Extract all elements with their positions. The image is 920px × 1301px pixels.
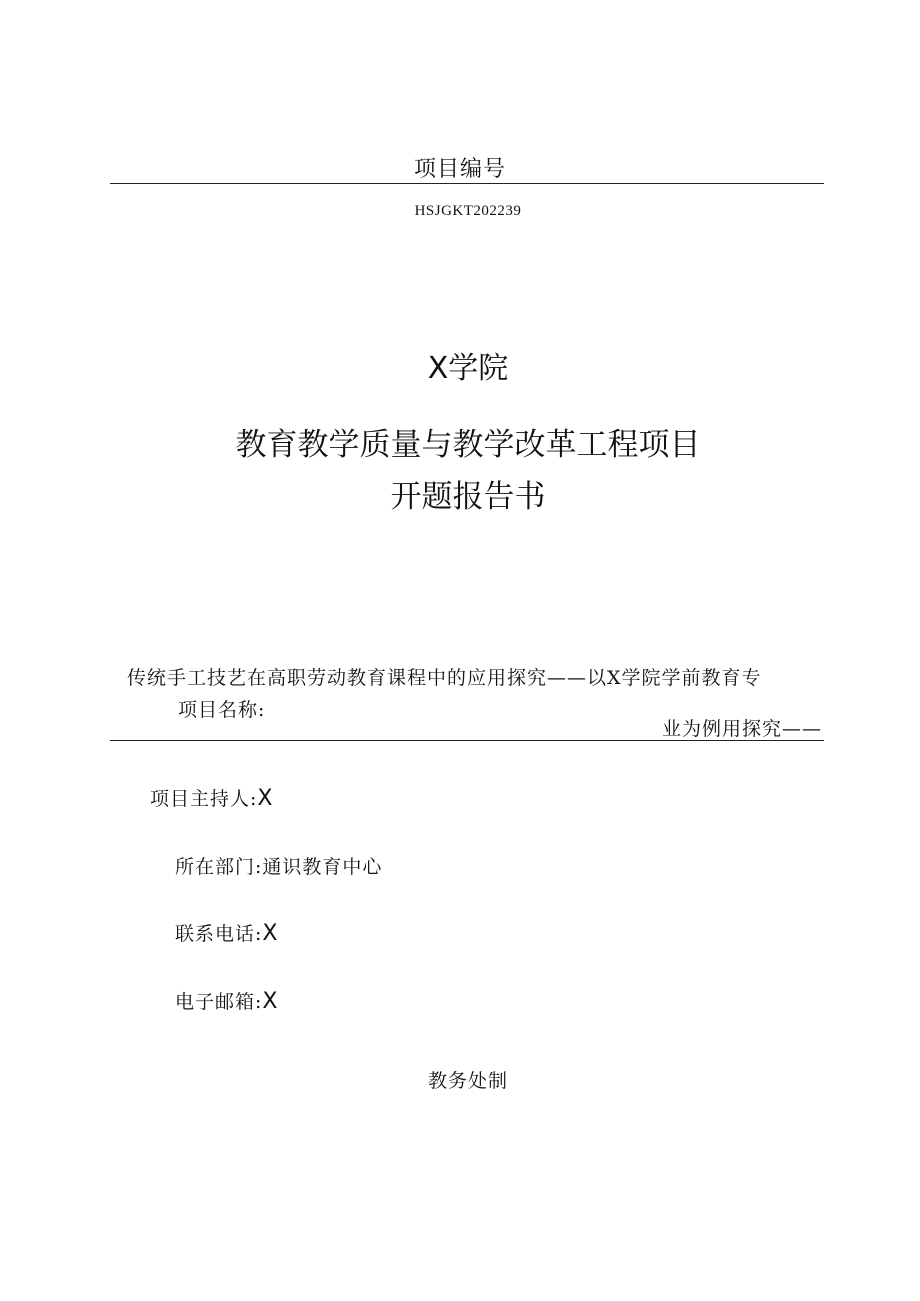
project-number-value: HSJGKT202239	[414, 203, 522, 219]
project-name-line-2: 业为例用探究——	[661, 718, 822, 740]
host-row	[150, 784, 272, 811]
department-value: 通识教育中心	[262, 856, 383, 878]
project-name-label: 项目名称:	[178, 699, 266, 721]
phone-value: X	[262, 921, 278, 946]
project-name-line-1: 传统手工技艺在高职劳动教育课程中的应用探究——以X学院学前教育专	[127, 667, 762, 689]
report-sub-title: 开题报告书	[390, 479, 546, 515]
project-number-label: 项目编号	[413, 157, 506, 182]
phone-row	[175, 919, 277, 946]
department-row	[175, 852, 382, 879]
phone-label: 联系电话:	[175, 923, 263, 945]
issuer-footer: 教务处制	[427, 1070, 508, 1092]
department-label: 所在部门:	[175, 856, 263, 878]
email-label: 电子邮箱:	[175, 991, 263, 1013]
host-value: X	[257, 786, 273, 811]
report-main-title: 教育教学质量与教学改革工程项目	[235, 427, 701, 463]
host-label: 项目主持人:	[150, 788, 258, 810]
project-name-rule	[110, 740, 824, 741]
college-name: X学院	[427, 351, 509, 386]
project-number-rule	[110, 183, 824, 184]
email-value: X	[262, 989, 278, 1014]
email-row	[175, 987, 277, 1014]
